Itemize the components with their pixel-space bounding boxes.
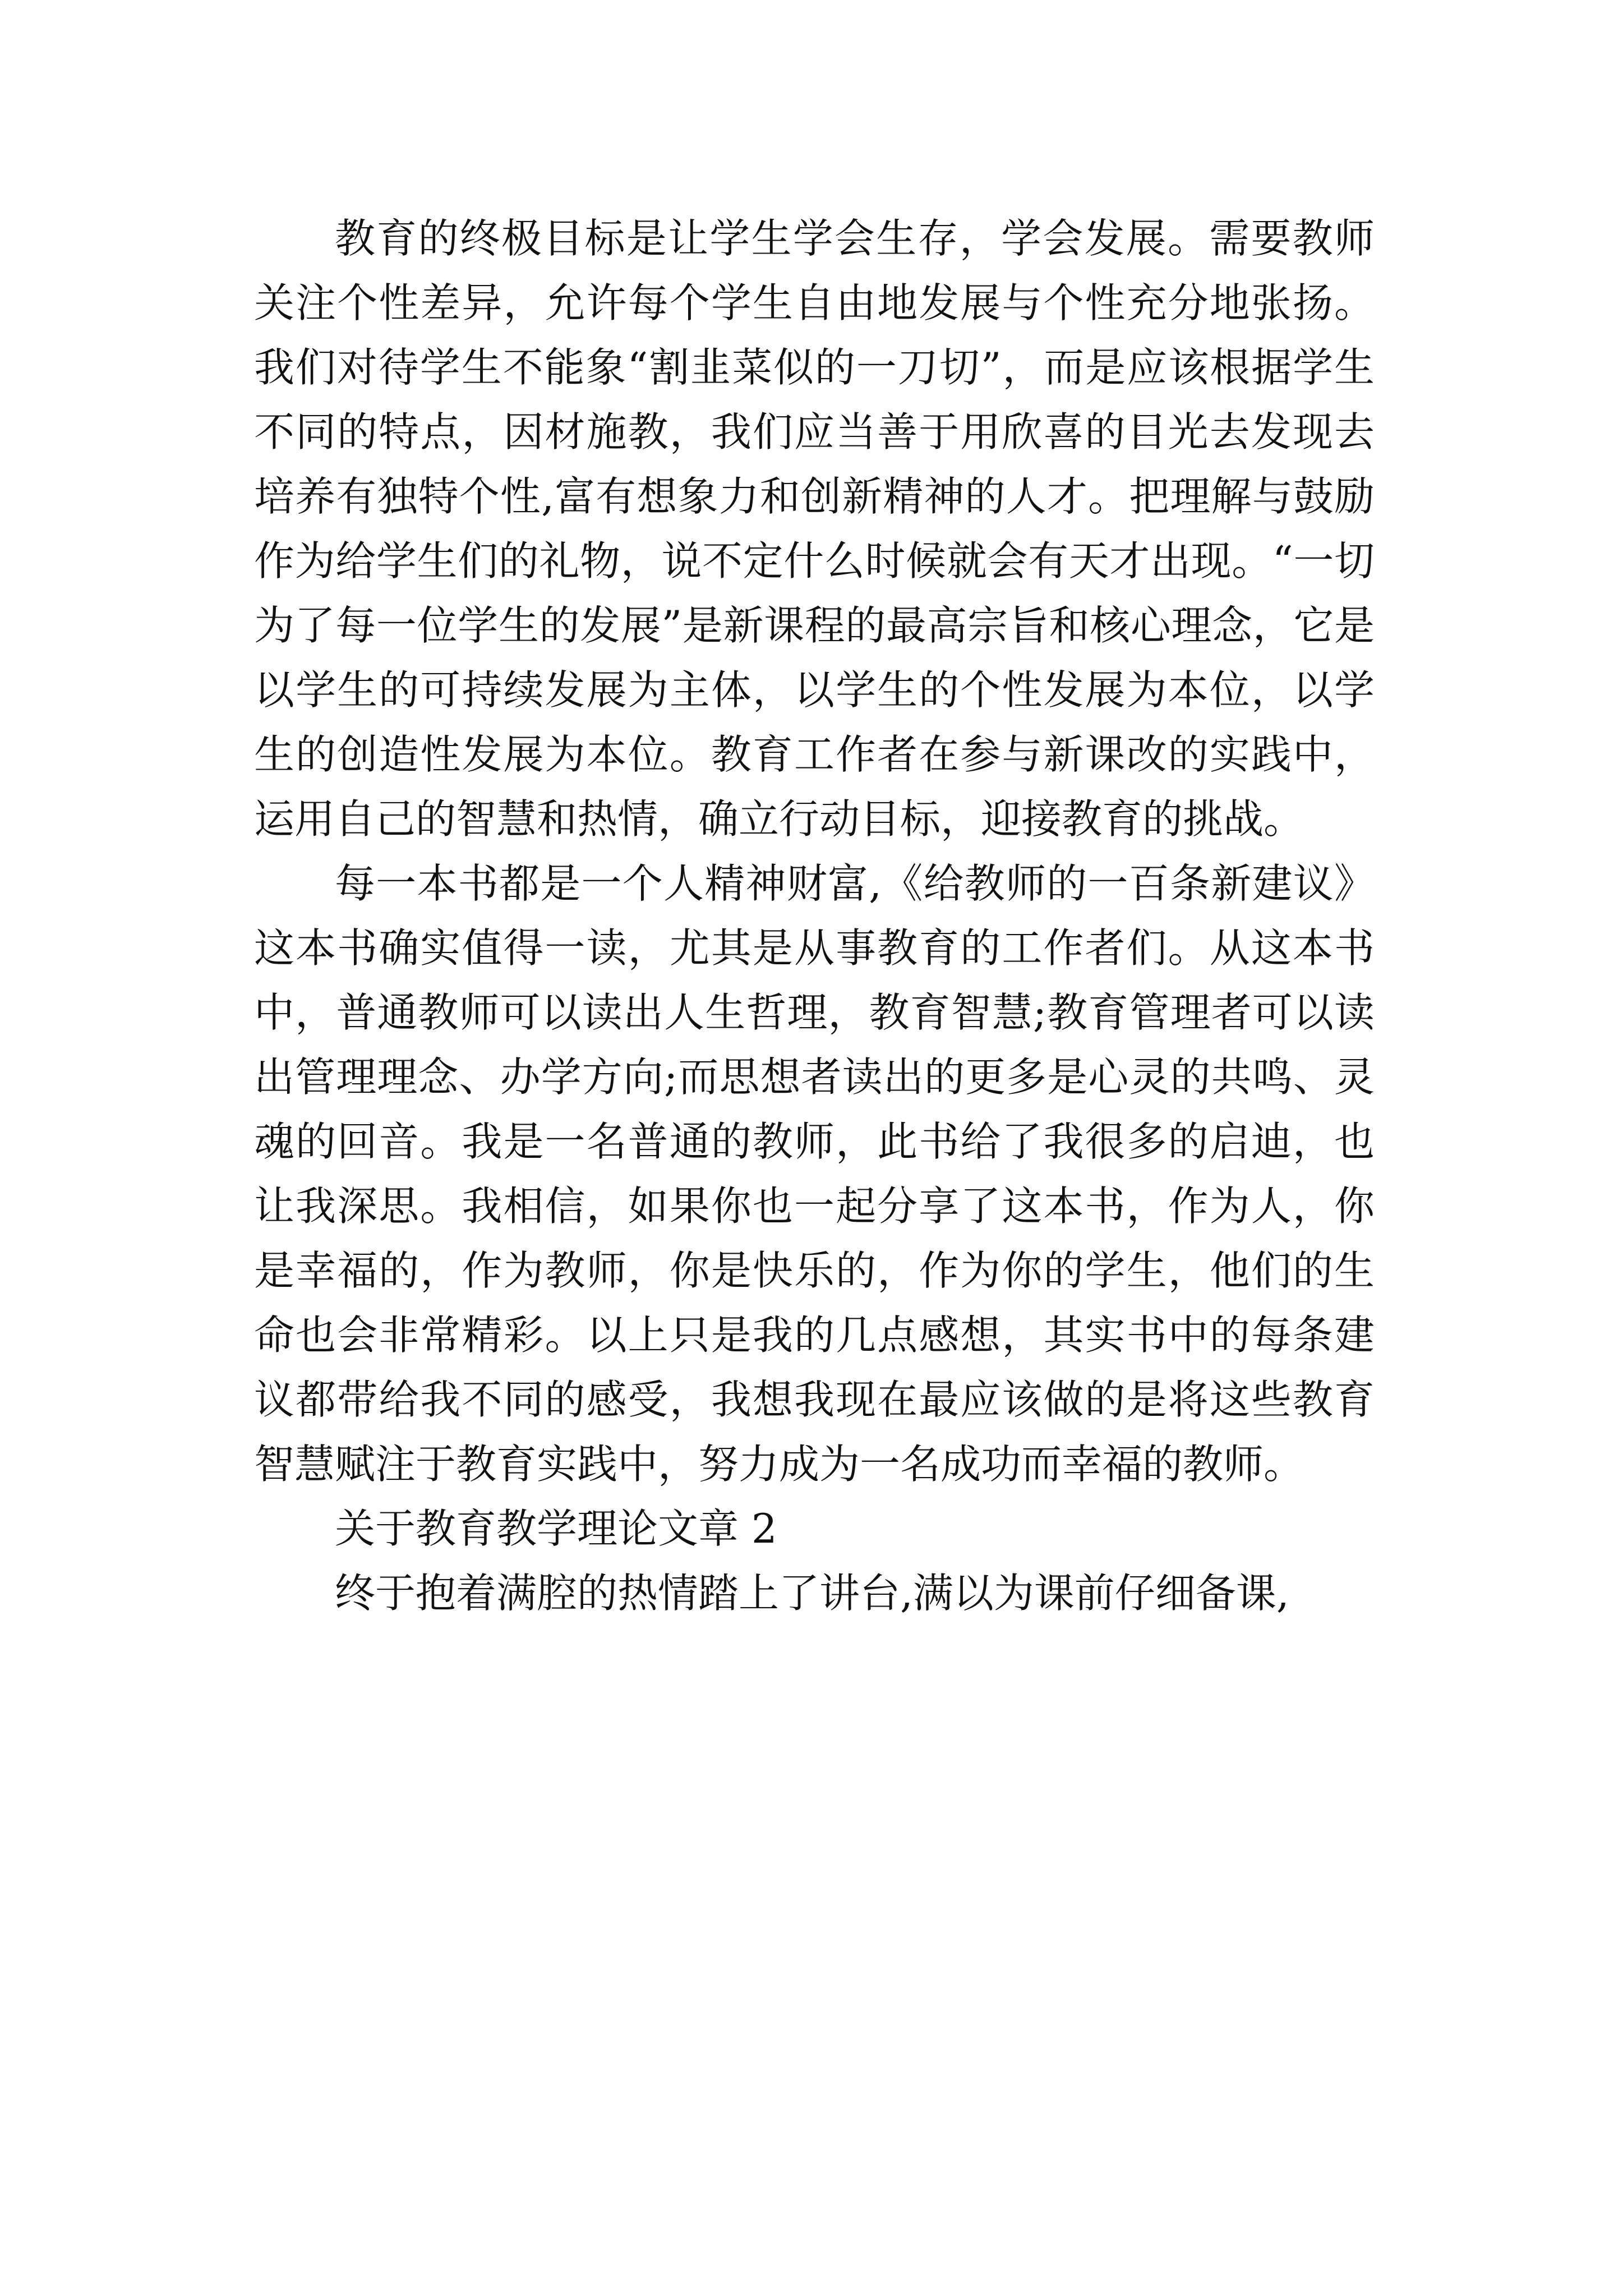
section-heading: 关于教育教学理论文章 2 bbox=[335, 1505, 777, 1552]
paragraph-3: 终于抱着满腔的热情踏上了讲台,满以为课前仔细备课, bbox=[335, 1570, 1289, 1617]
paragraph-1: 教育的终极目标是让学生学会生存，学会发展。需要教师关注个性差异，允许每个学生自由地发展与个性充分地张扬。我们对待学生不能象“割韭菜似的一刀切”，而是应该根据学生不同的特点，因材施教，我们应当善于用欣喜的目光去发现去培养有独特个性,富有想象力和创新精神的人才。把理解与鼓励作为给学生们的礼物，说不定什么时候就会有天才出现。“一切为了每一位学生的发展”是新课程的最高宗旨和核心理念，它是以学生的可持续发展为主体，以学生的个性发展为本位，以学生的创造性发展为本位。教育工作者在参与新课改的实践中，运用自己的智慧和热情，确立行动目标，迎接教育的挑战。 bbox=[254, 215, 1375, 843]
paragraph-2: 每一本书都是一个人精神财富,《给教师的一百条新建议》这本书确实值得一读，尤其是从事教育的工作者们。从这本书中，普通教师可以读出人生哲理，教育智慧;教育管理者可以读出管理理念、办学方向;而思想者读出的更多是心灵的共鸣、灵魂的回音。我是一名普通的教师，此书给了我很多的启迪，也让我深思。我相信，如果你也一起分享了这本书，作为人，你是幸福的，作为教师，你是快乐的，作为你的学生，他们的生命也会非常精彩。以上只是我的几点感想，其实书中的每条建议都带给我不同的感受，我想我现在最应该做的是将这些教育智慧赋注于教育实践中，努力成为一名成功而幸福的教师。 bbox=[254, 860, 1375, 1488]
document-body bbox=[254, 206, 1375, 1626]
